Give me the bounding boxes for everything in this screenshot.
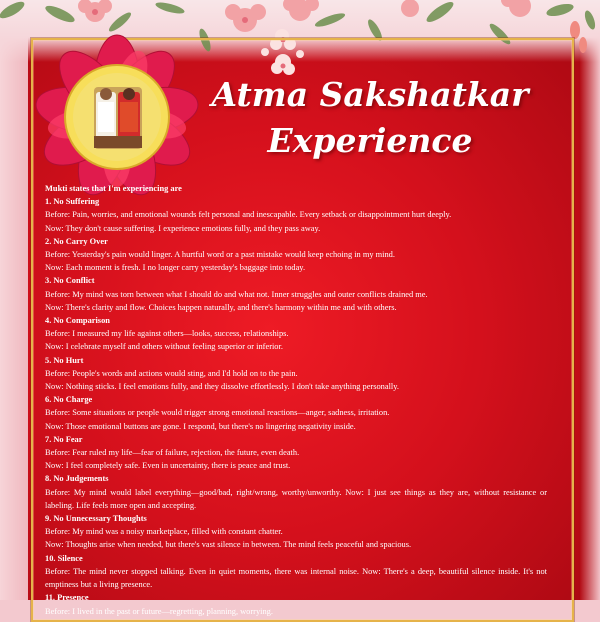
intro-line: Mukti states that I'm experiencing are (45, 184, 182, 193)
section-heading: 3. No Conflict (45, 276, 95, 286)
title-line-2: Experience (267, 121, 473, 160)
section-now: Now: They don't cause suffering. I experience emotions fully, and they pass away. (45, 223, 321, 233)
section-text: Before: My mind would label everything—good/bad, right/wrong, worthy/unworthy. Now: I just see things as they are, without resistance or labeling. Life feels more open and accepting. (45, 487, 547, 510)
section-now: Now: There's clarity and flow. Choices happen naturally, and there's harmony within me and with others. (45, 302, 397, 312)
section-heading: 6. No Charge (45, 395, 93, 405)
section-before: Before: My mind was torn between what I should do and what not. Inner struggles and outer conflicts drained me. (45, 289, 428, 299)
section-now: Now: Each moment is fresh. I no longer carry yesterday's baggage into today. (45, 263, 306, 273)
section-now: Now: Those emotional buttons are gone. I respond, but there's no lingering negativity inside. (45, 421, 356, 431)
section-heading: 4. No Comparison (45, 316, 110, 326)
section-heading: 1. No Suffering (45, 197, 100, 207)
section-before: Before: My mind was a noisy marketplace, filled with constant chatter. (45, 527, 283, 537)
section-heading: 5. No Hurt (45, 355, 84, 365)
section-now: Now: I feel completely safe. Even in uncertainty, there is peace and trust. (45, 461, 291, 471)
section-before: Before: Yesterday's pain would linger. A hurtful word or a past mistake would keep echoing in my mind. (45, 250, 395, 260)
section-before: Before: People's words and actions would sting, and I'd hold on to the pain. (45, 368, 298, 378)
section-heading: 8. No Judgements (45, 474, 109, 484)
section-heading: 7. No Fear (45, 434, 83, 444)
section-now: Now: Nothing sticks. I feel emotions fully, and they dissolve effortlessly. I don't take anything personally. (45, 382, 399, 392)
section-before: Before: I measured my life against others—looks, success, relationships. (45, 329, 289, 339)
section-now: Now: Thoughts arise when needed, but there's vast silence in between. The mind feels peaceful and spacious. (45, 540, 412, 550)
content-text (45, 182, 547, 618)
section-before: Before: Fear ruled my life—fear of failure, rejection, the future, even death. (45, 448, 300, 458)
guru-couple-image (94, 87, 142, 149)
section-text: Before: The mind never stopped talking. Even in quiet moments, there was internal noise. Now: There's a deep, beautiful silence inside. It's not emptiness but a living presence. (45, 566, 547, 590)
section-before: Before: Some situations or people would trigger strong emotional reactions—anger, sadness, irritation. (45, 408, 390, 418)
section-before: Before: Pain, worries, and emotional wounds felt personal and inescapable. Every setback or disappointment hurt deeply. (45, 210, 452, 220)
flower-medallion (32, 32, 202, 202)
section-now: Now: I celebrate myself and others without feeling superior or inferior. (45, 342, 283, 352)
section-heading: 10. Silence (45, 553, 83, 563)
section-before: Before: I lived in the past or future—regretting, planning, worrying. (45, 606, 273, 616)
section-heading: 9. No Unnecessary Thoughts (45, 514, 147, 524)
poster-title (200, 72, 540, 164)
section-heading: 11. Presence (45, 593, 89, 603)
title-line-1: Atma Sakshatkar (211, 75, 529, 114)
section-heading: 2. No Carry Over (45, 236, 108, 246)
